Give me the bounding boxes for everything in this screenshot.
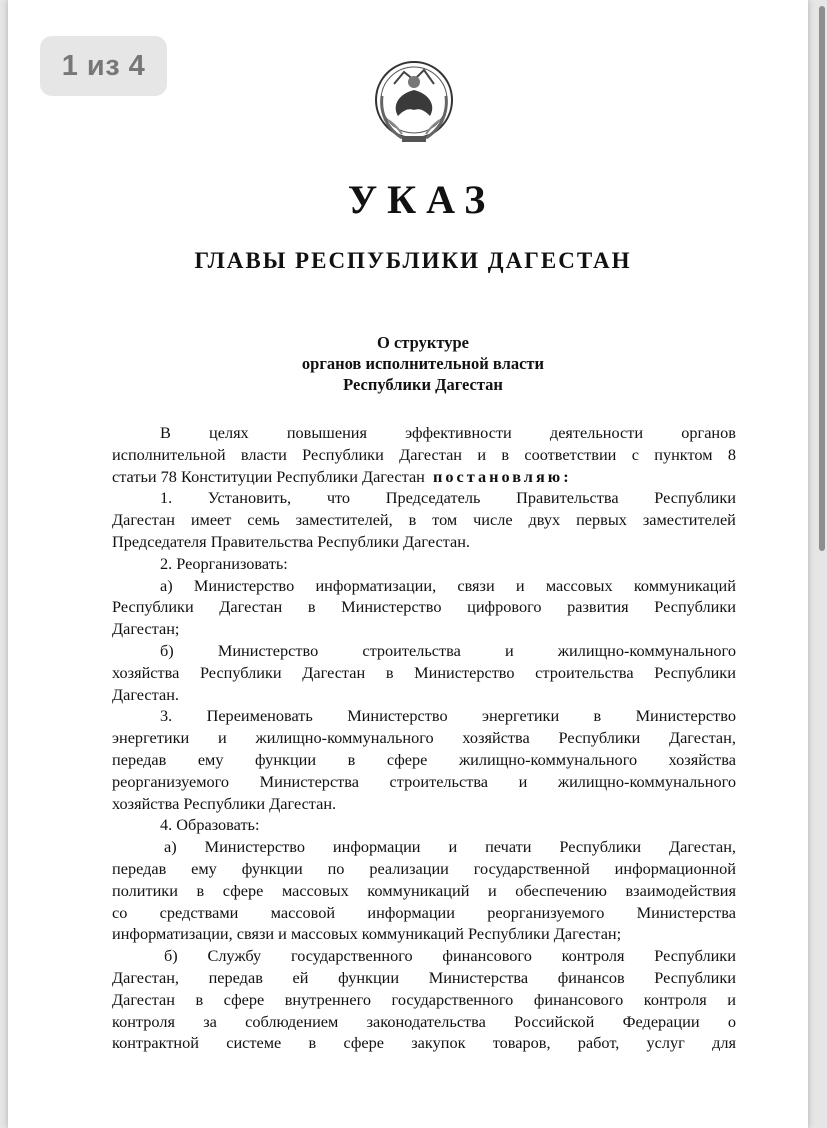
word: Дагестан [112, 510, 175, 530]
word: со [112, 902, 128, 922]
text-segment: статьи 78 Конституции Республики Дагестан [112, 466, 425, 486]
keyword-text: постановляю: [433, 466, 572, 486]
word: жилищно-коммунального [557, 640, 736, 660]
word: печати [485, 837, 532, 857]
text-line: Председателя Правительства Республики Дагестан. [112, 531, 470, 551]
word: что [326, 488, 351, 508]
word: и [515, 575, 525, 595]
word: деятельности [549, 423, 644, 442]
text-line [112, 1032, 736, 1054]
document-page [8, 0, 808, 1128]
word: Дагестан [112, 989, 175, 1009]
word: в [196, 880, 205, 900]
text-line: 4. Образовать: [160, 815, 260, 835]
document-heading [208, 332, 638, 395]
word: в [501, 444, 510, 464]
word: в [308, 1033, 317, 1053]
word: информации [367, 902, 455, 922]
word: Республики [654, 946, 736, 966]
word: закупок [411, 1033, 466, 1053]
word: информатизации, [315, 575, 437, 595]
word: реорганизуемого [112, 771, 230, 791]
word: ей [292, 967, 309, 987]
word: семь [247, 510, 280, 530]
word: Министерства [636, 902, 736, 922]
word: б) [164, 946, 178, 966]
word: Дагестан, [668, 728, 736, 748]
document-title: УКАЗ [347, 177, 496, 222]
text-line [112, 705, 736, 727]
word: коммуникаций [633, 575, 736, 595]
word: жилищно-коммунального [458, 749, 638, 769]
text-line [112, 858, 736, 880]
word: в [195, 989, 204, 1009]
word: Республики [654, 967, 736, 987]
word: Федерации [622, 1011, 700, 1031]
text-line [112, 967, 736, 989]
word: товаров, [492, 1033, 551, 1053]
word: власти [240, 444, 287, 464]
word: Министерства [259, 771, 359, 791]
word: Дагестан, [669, 837, 736, 857]
word: строительства [389, 771, 489, 791]
word: 1. [160, 488, 173, 508]
word: коммуникаций [367, 880, 470, 900]
vertical-scrollbar[interactable] [819, 6, 825, 551]
text-line [112, 466, 736, 488]
word: Республики [112, 597, 194, 617]
word: Министерство [217, 640, 319, 660]
word: функции [338, 967, 400, 987]
text-line [112, 444, 736, 466]
word: Республики [654, 488, 736, 508]
word: исполнительной [112, 444, 226, 464]
text-line [112, 727, 736, 749]
word: государственного [290, 946, 413, 966]
word: услуг [646, 1033, 685, 1053]
word: финансов [557, 967, 625, 987]
word: и [488, 880, 497, 900]
word: взаимодействия [625, 880, 736, 900]
word: Дагестан [219, 597, 283, 617]
word: 8 [727, 444, 736, 464]
word: и [518, 771, 528, 791]
word: средствами [159, 902, 239, 922]
word: финансового [533, 989, 624, 1009]
word: и [727, 989, 736, 1009]
dagestan-coat-of-arms-icon [358, 50, 470, 154]
text-line [112, 836, 736, 858]
word: строительства [535, 662, 634, 682]
word: числе [473, 510, 513, 530]
word: б) [160, 640, 174, 660]
heading-line: О структуре [377, 333, 469, 352]
word: пунктом [654, 444, 713, 464]
text-line [112, 487, 736, 509]
text-line: хозяйства Республики Дагестан. [112, 793, 337, 813]
word: 3. [160, 706, 173, 726]
heading-line: органов исполнительной власти [301, 354, 545, 373]
word: контроля [561, 946, 625, 966]
word: в [593, 706, 602, 726]
word: передав [112, 749, 167, 769]
word: том [432, 510, 458, 530]
word: повышения [286, 423, 367, 442]
word: Переименовать [206, 706, 313, 726]
text-line: информатизации, связи и массовых коммуникаций Республики Дагестан; [112, 924, 622, 944]
word: сфере [386, 749, 428, 769]
word: Дагестан, [112, 967, 179, 987]
word: обеспечению [515, 880, 607, 900]
word: жилищно-коммунального [557, 771, 736, 791]
document-subtitle: ГЛАВЫ РЕСПУБЛИКИ ДАГЕСТАН [194, 248, 632, 273]
word: за [203, 1011, 217, 1031]
text-line [112, 880, 736, 902]
text-line [112, 771, 736, 793]
word: и [217, 728, 227, 748]
word: хозяйства [112, 662, 180, 682]
text-line [112, 1011, 736, 1033]
word: Министерство [341, 597, 442, 617]
word: Республики [654, 597, 736, 617]
word: в [408, 510, 417, 530]
word: контроля [643, 989, 707, 1009]
word: Министерство [193, 575, 295, 595]
word: реализации [369, 858, 449, 878]
word: в [347, 749, 356, 769]
word: информации [332, 837, 421, 857]
word: работ, [577, 1033, 620, 1053]
word: Республики [199, 662, 282, 682]
word: ему [197, 749, 224, 769]
word: Службу [207, 946, 262, 966]
text-line [112, 509, 736, 531]
text-line: 2. Реорганизовать: [160, 553, 288, 573]
word: контроля [112, 1011, 175, 1031]
text-line [112, 575, 736, 597]
word: передав [112, 858, 167, 878]
word: хозяйства [668, 749, 736, 769]
word: первых [576, 510, 627, 530]
word: внутреннего [284, 989, 372, 1009]
word: Министерство [347, 706, 448, 726]
word: Республики [558, 728, 641, 748]
word: в [307, 597, 316, 617]
word: сфере [222, 880, 264, 900]
word: реорганизуемого [487, 902, 605, 922]
word: а) [164, 837, 177, 857]
word: финансового [442, 946, 532, 966]
text-line [112, 640, 736, 662]
page-counter-badge: 1 из 4 [40, 36, 167, 96]
text-line: Дагестан; [112, 619, 180, 639]
text-line: Дагестан. [112, 684, 179, 704]
text-line [112, 596, 736, 618]
text-line [112, 422, 736, 444]
word: органов [681, 423, 736, 442]
word: целях [209, 423, 249, 442]
word: сфере [343, 1033, 385, 1053]
word: в [385, 662, 394, 682]
word: Председатель [385, 488, 481, 508]
word: жилищно-коммунального [255, 728, 434, 748]
word: заместителей, [295, 510, 393, 530]
word: цифрового [467, 597, 542, 617]
word: и [477, 444, 487, 464]
word: Дагестан [302, 662, 366, 682]
word: хозяйства [462, 728, 530, 748]
word: и [504, 640, 514, 660]
word: Республики [559, 837, 642, 857]
word: Республики [302, 444, 384, 464]
document-body [112, 422, 736, 1054]
word: Министерство [635, 706, 736, 726]
word: информационной [614, 858, 736, 878]
word: энергетики [481, 706, 560, 726]
word: государственного [391, 989, 514, 1009]
word: массовых [545, 575, 613, 595]
word: энергетики [112, 728, 190, 748]
word: Республики [654, 662, 736, 682]
word: функции [255, 749, 317, 769]
text-line [112, 945, 736, 967]
word: соответствии [524, 444, 617, 464]
word: Правительства [516, 488, 619, 508]
word: ему [191, 858, 217, 878]
text-line [112, 902, 736, 924]
word: государственной [473, 858, 590, 878]
word: передав [208, 967, 263, 987]
word: двух [528, 510, 561, 530]
text-line [112, 749, 736, 771]
word: функции [241, 858, 303, 878]
word: с [631, 444, 639, 464]
word: строительства [362, 640, 461, 660]
word: массовой [270, 902, 336, 922]
word: связи [457, 575, 495, 595]
word: массовых [281, 880, 349, 900]
word: законодательства [366, 1011, 486, 1031]
word: Установить, [207, 488, 292, 508]
text-line [112, 662, 736, 684]
word: для [712, 1033, 736, 1053]
word: эффективности [405, 423, 512, 442]
text-line [112, 989, 736, 1011]
word: и [448, 837, 458, 857]
heading-line: Республики Дагестан [343, 375, 503, 394]
word: имеет [190, 510, 232, 530]
word: Министерство [204, 837, 305, 857]
word: контрактной [112, 1033, 199, 1053]
word: В [160, 423, 171, 442]
word: соблюдением [245, 1011, 339, 1031]
word: о [727, 1011, 736, 1031]
word: Российской [514, 1011, 595, 1031]
word: Дагестан [399, 444, 463, 464]
word: системе [226, 1033, 282, 1053]
word: а) [160, 575, 173, 595]
word: заместителей [642, 510, 736, 530]
word: политики [112, 880, 178, 900]
word: сфере [223, 989, 265, 1009]
word: по [327, 858, 345, 878]
word: Министерства [428, 967, 529, 987]
word: развития [567, 597, 629, 617]
word: Министерство [414, 662, 515, 682]
